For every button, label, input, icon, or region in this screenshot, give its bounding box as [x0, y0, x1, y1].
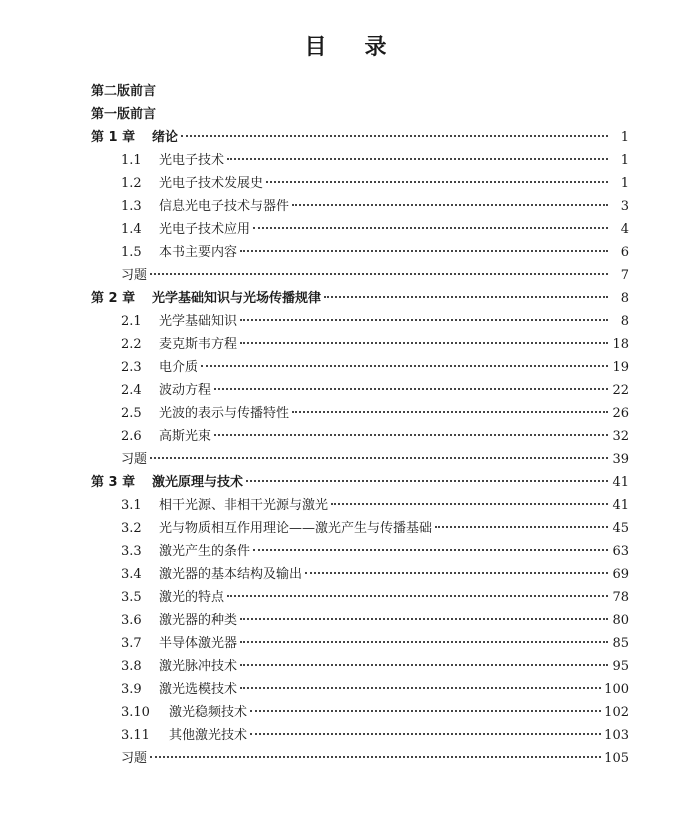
- section-title: 其他激光技术: [169, 728, 248, 743]
- page-number: 45: [612, 521, 629, 536]
- section-number: 3.11: [121, 728, 150, 743]
- chapter-title: 绪论: [152, 130, 179, 145]
- page-number: 85: [612, 636, 629, 651]
- page-number: 105: [604, 751, 629, 766]
- toc-section-1-1[interactable]: [0, 149, 693, 172]
- section-title: 信息光电子技术与器件: [159, 199, 290, 214]
- toc-exercise-ch3[interactable]: [0, 747, 693, 770]
- toc-section-1-5[interactable]: [0, 241, 693, 264]
- dot-leader: [181, 135, 608, 137]
- page-number: 22: [612, 383, 629, 398]
- section-number: 3.3: [121, 544, 142, 559]
- toc-entry-preface-1st[interactable]: [91, 103, 693, 126]
- section-title: 激光选模技术: [159, 682, 238, 697]
- section-number: 3.5: [121, 590, 142, 605]
- toc-section-3-10[interactable]: [0, 701, 693, 724]
- toc-section-3-4[interactable]: [0, 563, 693, 586]
- section-title: 麦克斯韦方程: [159, 337, 238, 352]
- section-title: 光学基础知识: [159, 314, 238, 329]
- page-number: 26: [612, 406, 629, 421]
- section-title: 激光器的基本结构及输出: [159, 567, 303, 582]
- section-number: 2.2: [121, 337, 142, 352]
- chapter-title: 激光原理与技术: [152, 475, 244, 490]
- section-title: 激光产生的条件: [159, 544, 251, 559]
- section-number: 1.1: [121, 153, 142, 168]
- page-title-char-1: 目: [304, 35, 329, 60]
- toc-section-2-3[interactable]: [0, 356, 693, 379]
- dot-leader: [227, 158, 608, 160]
- section-number: 3.2: [121, 521, 142, 536]
- section-number: 2.6: [121, 429, 142, 444]
- page-number: 39: [612, 452, 629, 467]
- dot-leader: [214, 388, 608, 390]
- dot-leader: [246, 480, 608, 482]
- dot-leader: [253, 227, 608, 229]
- dot-leader: [324, 296, 608, 298]
- page-number: 1: [620, 176, 629, 191]
- dot-leader: [150, 756, 601, 758]
- toc-section-2-1[interactable]: [0, 310, 693, 333]
- dot-leader: [214, 434, 608, 436]
- toc-exercise-ch1[interactable]: [0, 264, 693, 287]
- page-number: 100: [604, 682, 629, 697]
- page-number: 8: [620, 291, 629, 306]
- page-number: 102: [604, 705, 629, 720]
- exercise-label: 习题: [121, 452, 148, 467]
- section-number: 1.5: [121, 245, 142, 260]
- toc-section-2-4[interactable]: [0, 379, 693, 402]
- section-title: 高斯光束: [159, 429, 212, 444]
- page-title: [0, 30, 693, 61]
- section-title: 光电子技术发展史: [159, 176, 264, 191]
- dot-leader: [150, 273, 608, 275]
- toc-section-2-5[interactable]: [0, 402, 693, 425]
- toc-section-3-3[interactable]: [0, 540, 693, 563]
- section-title: 半导体激光器: [159, 636, 238, 651]
- section-number: 2.3: [121, 360, 142, 375]
- dot-leader: [240, 250, 608, 252]
- section-number: 3.1: [121, 498, 142, 513]
- section-title: 光与物质相互作用理论——激光产生与传播基础: [159, 521, 433, 536]
- dot-leader: [240, 618, 608, 620]
- section-title: 激光器的种类: [159, 613, 238, 628]
- toc-section-3-5[interactable]: [0, 586, 693, 609]
- chapter-number: 第 3 章: [91, 475, 136, 490]
- toc-section-3-9[interactable]: [0, 678, 693, 701]
- section-number: 2.1: [121, 314, 142, 329]
- toc-entry-label: 第二版前言: [91, 84, 157, 99]
- dot-leader: [240, 641, 608, 643]
- page-number: 103: [604, 728, 629, 743]
- page-number: 78: [612, 590, 629, 605]
- toc-section-2-2[interactable]: [0, 333, 693, 356]
- section-number: 3.9: [121, 682, 142, 697]
- page-number: 18: [612, 337, 629, 352]
- dot-leader: [250, 710, 601, 712]
- page-number: 1: [620, 130, 629, 145]
- page-number: 7: [620, 268, 629, 283]
- page-number: 1: [620, 153, 629, 168]
- section-number: 1.2: [121, 176, 142, 191]
- page-number: 41: [612, 498, 629, 513]
- section-number: 3.4: [121, 567, 142, 582]
- page-number: 32: [612, 429, 629, 444]
- dot-leader: [250, 733, 601, 735]
- toc-section-3-6[interactable]: [0, 609, 693, 632]
- toc-chapter-1[interactable]: [0, 126, 693, 149]
- page-number: 41: [612, 475, 629, 490]
- toc-exercise-ch2[interactable]: [0, 448, 693, 471]
- dot-leader: [292, 411, 608, 413]
- section-number: 3.6: [121, 613, 142, 628]
- page-number: 19: [612, 360, 629, 375]
- dot-leader: [240, 342, 608, 344]
- exercise-label: 习题: [121, 268, 148, 283]
- toc-section-3-8[interactable]: [0, 655, 693, 678]
- dot-leader: [240, 319, 608, 321]
- dot-leader: [240, 664, 608, 666]
- page-number: 8: [620, 314, 629, 329]
- page-number: 63: [612, 544, 629, 559]
- toc-entry-preface-2nd[interactable]: [91, 80, 693, 103]
- dot-leader: [240, 687, 601, 689]
- section-title: 相干光源、非相干光源与激光: [159, 498, 329, 513]
- toc-chapter-2[interactable]: [0, 287, 693, 310]
- toc-section-3-2[interactable]: [0, 517, 693, 540]
- section-title: 电介质: [159, 360, 199, 375]
- dot-leader: [150, 457, 608, 459]
- page-number: 3: [620, 199, 629, 214]
- section-title: 本书主要内容: [159, 245, 238, 260]
- page-title-char-2: 录: [364, 35, 389, 60]
- section-title: 光电子技术: [159, 153, 225, 168]
- section-title: 激光稳频技术: [169, 705, 248, 720]
- section-number: 1.4: [121, 222, 142, 237]
- toc-section-3-1[interactable]: [0, 494, 693, 517]
- dot-leader: [292, 204, 608, 206]
- toc-entry-label: 第一版前言: [91, 107, 157, 122]
- section-title: 光电子技术应用: [159, 222, 251, 237]
- exercise-label: 习题: [121, 751, 148, 766]
- section-number: 2.4: [121, 383, 142, 398]
- toc-section-3-11[interactable]: [0, 724, 693, 747]
- toc-section-2-6[interactable]: [0, 425, 693, 448]
- section-number: 3.8: [121, 659, 142, 674]
- dot-leader: [253, 549, 608, 551]
- section-number: 1.3: [121, 199, 142, 214]
- chapter-number: 第 1 章: [91, 130, 136, 145]
- toc-section-1-2[interactable]: [0, 172, 693, 195]
- page-number: 69: [612, 567, 629, 582]
- section-number: 3.7: [121, 636, 142, 651]
- toc-section-1-4[interactable]: [0, 218, 693, 241]
- page-number: 95: [612, 659, 629, 674]
- page-number: 4: [620, 222, 629, 237]
- dot-leader: [435, 526, 608, 528]
- dot-leader: [227, 595, 608, 597]
- toc-section-1-3[interactable]: [0, 195, 693, 218]
- section-title: 激光脉冲技术: [159, 659, 238, 674]
- page-number: 80: [612, 613, 629, 628]
- chapter-number: 第 2 章: [91, 291, 136, 306]
- section-title: 波动方程: [159, 383, 212, 398]
- dot-leader: [266, 181, 608, 183]
- section-title: 激光的特点: [159, 590, 225, 605]
- chapter-title: 光学基础知识与光场传播规律: [152, 291, 322, 306]
- dot-leader: [331, 503, 608, 505]
- section-number: 3.10: [121, 705, 150, 720]
- section-number: 2.5: [121, 406, 142, 421]
- toc-section-3-7[interactable]: [0, 632, 693, 655]
- dot-leader: [201, 365, 608, 367]
- page-number: 6: [620, 245, 629, 260]
- dot-leader: [305, 572, 608, 574]
- section-title: 光波的表示与传播特性: [159, 406, 290, 421]
- toc-chapter-3[interactable]: [0, 471, 693, 494]
